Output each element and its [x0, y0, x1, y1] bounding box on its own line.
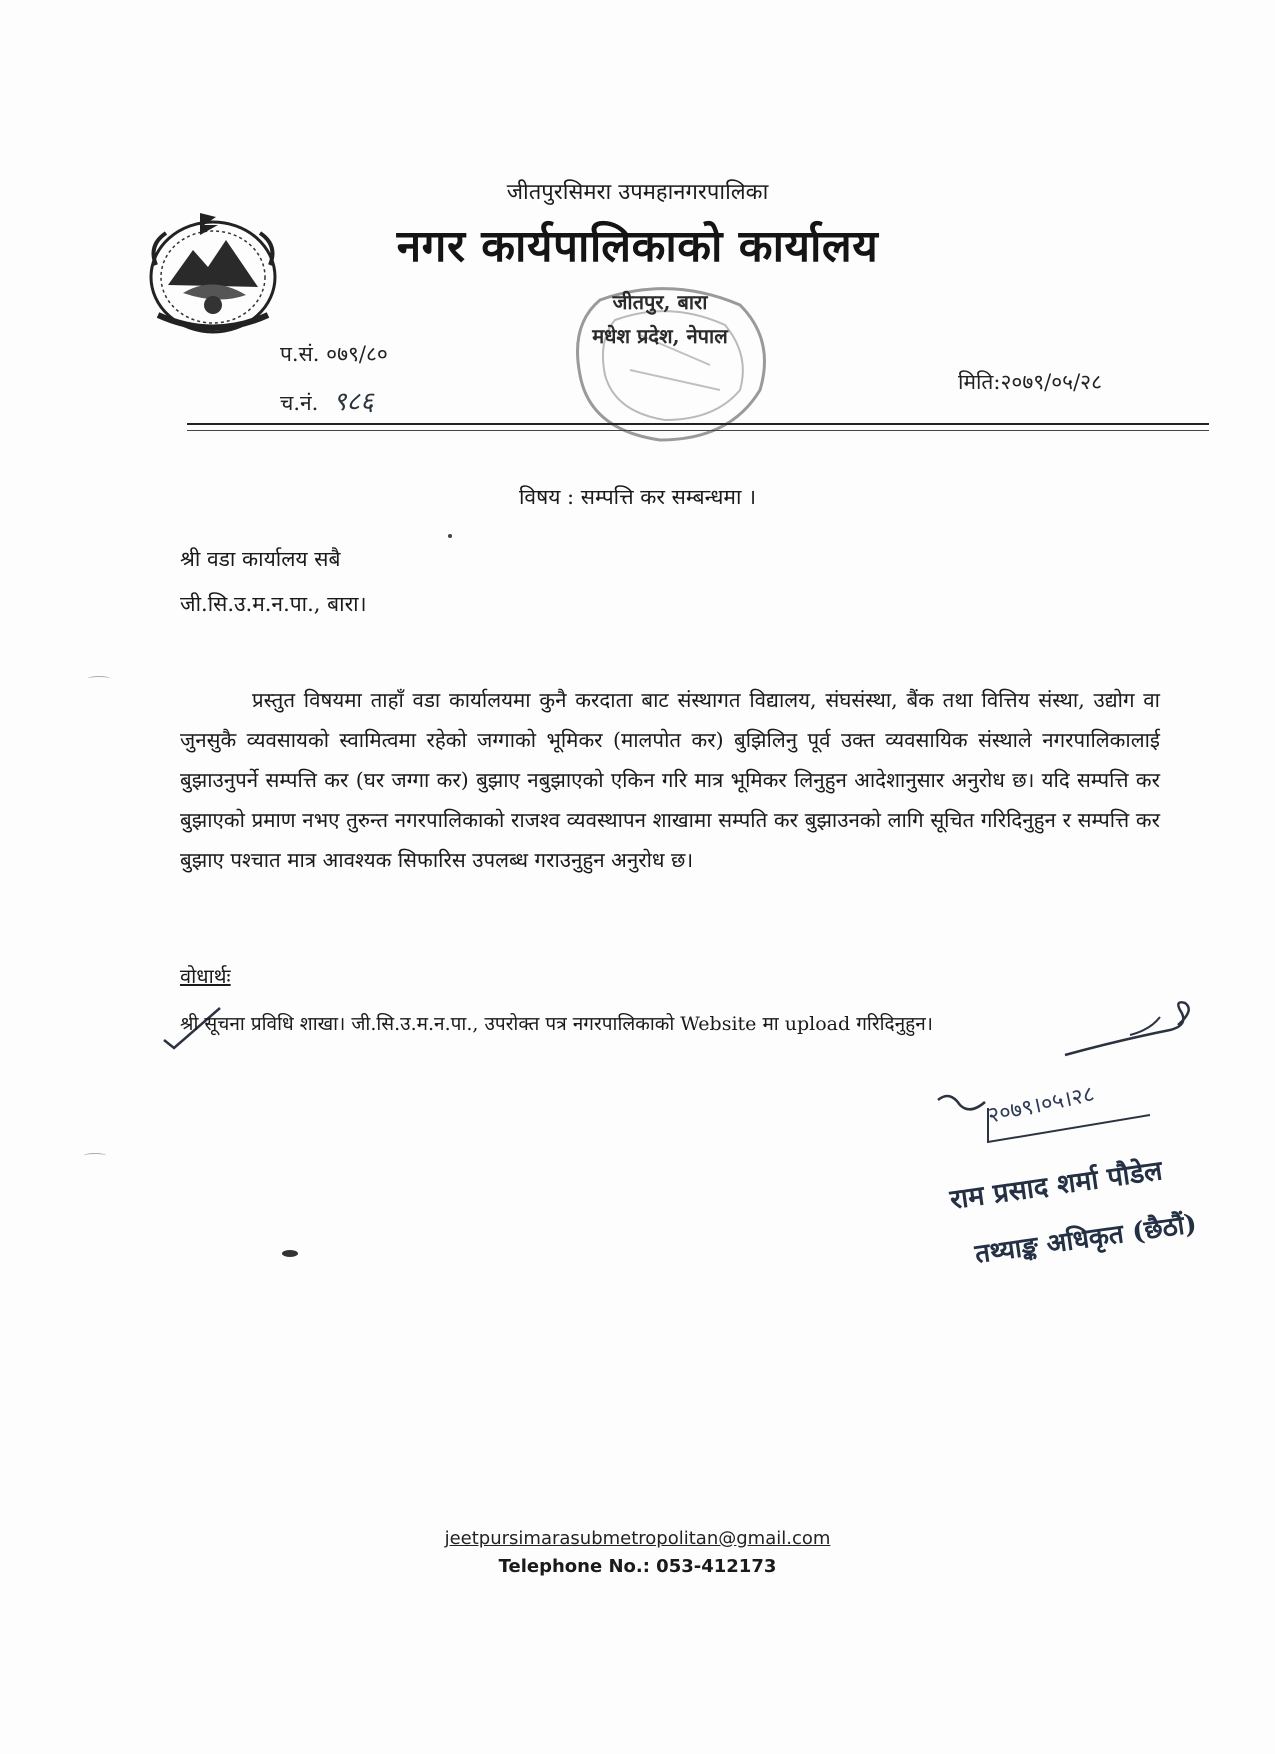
chalani-value: ९८६	[333, 387, 374, 417]
patra-sankhya: प.सं. ०७९/८०	[280, 342, 388, 366]
ink-dot	[448, 534, 452, 538]
office-place: जीतपुर, बारा	[612, 290, 708, 314]
letter-subject: विषय : सम्पत्ति कर सम्बन्धमा ।	[518, 485, 757, 509]
cc-line: श्री सूचना प्रविधि शाखा। जी.सि.उ.म.न.पा., उपरोक्त पत्र नगरपालिकाको Website मा upload गरिदिनुहुन।	[180, 1013, 933, 1035]
cc-label: वोधार्थः	[180, 964, 231, 988]
signature-icon	[1060, 995, 1210, 1065]
signer-designation: तथ्याङ्क अधिकृत (छैठौं)	[973, 1209, 1199, 1270]
footer-telephone: Telephone No.: 053-412173	[498, 1556, 777, 1577]
ink-speck	[282, 1250, 298, 1257]
footer-email: jeetpursimarasubmetropolitan@gmail.com	[444, 1528, 831, 1549]
chalani-label: च.नं.	[280, 391, 319, 415]
header-divider-thin	[187, 430, 1209, 431]
addressee-line-1: श्री वडा कार्यालय सबै	[180, 547, 341, 571]
addressee-line-2: जी.सि.उ.म.न.पा., बारा।	[180, 592, 367, 616]
punch-mark	[88, 676, 110, 681]
office-province: मधेश प्रदेश, नेपाल	[592, 324, 728, 348]
office-title: नगर कार्यपालिकाको कार्यालय	[396, 221, 879, 272]
chalani-number	[280, 382, 374, 418]
municipality-name: जीतपुरसिमरा उपमहानगरपालिका	[506, 180, 769, 205]
letter-date: मिति:२०७९/०५/२८	[958, 370, 1102, 394]
signer-name: राम प्रसाद शर्मा पौडेल	[948, 1155, 1165, 1216]
letter-body: प्रस्तुत विषयमा ताहाँ वडा कार्यालयमा कुनै करदाता बाट संस्थागत विद्यालय, संघसंस्था, बैंक तथा वित्तिय संस्था, उद्योग वा जुनसुकै व्यवसायको स्वामित्वमा रहेको जग्गाको भूमिकर (मालपोत कर) बुझिलिनु पूर्व उक्त व्यवसायिक संस्थाले नगरपालिकालाई बुझाउनुपर्ने सम्पत्ति कर (घर जग्गा कर) बुझाए नबुझाएको एकिन गरि मात्र भूमिकर लिनुहुन आदेशानुसार अनुरोध छ। यदि सम्पत्ति कर बुझाएको प्रमाण नभए तुरुन्त नगरपालिकाको राजश्व व्यवस्थापन शाखामा सम्पति कर बुझाउनको लागि सूचित गरिदिनुहुन र सम्पत्ति कर बुझाए पश्चात मात्र आवश्यक सिफारिस उपलब्ध गराउनुहुन अनुरोध छ।	[180, 688, 1160, 872]
header-divider	[187, 423, 1209, 425]
handwritten-date: २०७९।०५।२८	[985, 1081, 1097, 1129]
punch-mark	[84, 1153, 106, 1158]
